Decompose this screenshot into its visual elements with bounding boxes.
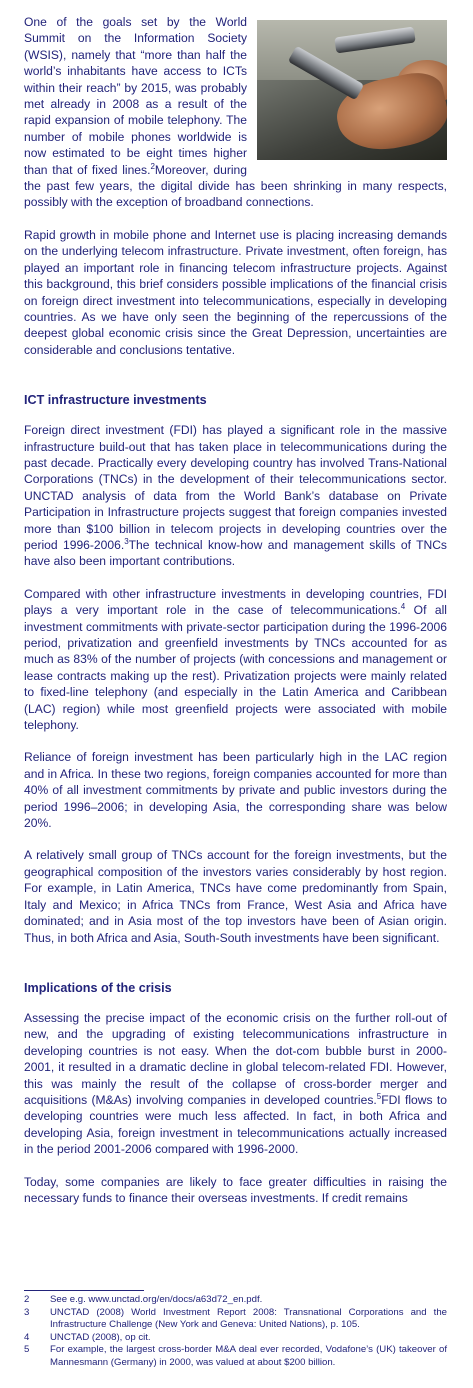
footnote-number: 2 [24, 1294, 30, 1305]
footnote-text: For example, the largest cross-border M&A deal ever recorded, Vodafone’s (UK) takeover of Mannesmann (Germany) in 2000, was valued at about $200 billion. [50, 1344, 447, 1368]
footnote-ref: 2 [150, 161, 155, 171]
footnote-number: 5 [24, 1344, 30, 1356]
section-heading: ICT infrastructure investments [24, 393, 207, 408]
paragraph: Assessing the precise impact of the economic crisis on the further roll-out of new, and the upgrading of existing telecommunications infrastructure in developing countries is not easy. When the dot-com bubble burst in 2000-2001, it resulted in a dramatic decline in global telecom-related FDI. However, this was mainly the result of the collapse of cross-border merger and acquisitions (M&As) involving companies in developed countries.$^5$FDI flows to developing countries were much less affected. In fact, in both Africa and developing Asia, foreign investment in telecommunications actually increased in the period 2001-2006 compared with 1996-2000. [24, 1010, 447, 1157]
photo-hands-with-mobile-phones [257, 20, 447, 160]
footnote [24, 1332, 447, 1345]
footnote [24, 1307, 447, 1332]
paragraph: Foreign direct investment (FDI) has played a significant role in the massive infrastructure build-out that has taken place in telecommunications during the past decade. Practically every developing country has involved Trans-National Corporations (TNCs) in the development of their telecommunications sector. UNCTAD analysis of data from the World Bank’s database on Private Participation in Infrastructure projects suggest that foreign companies invested more than $100 billion in telecom projects in developing countries over the period 1996-2006.$^3$The technical know-how and management skills of TNCs have also been important contributions. [24, 423, 447, 569]
footnote-divider [24, 1290, 144, 1291]
intro-section [24, 14, 447, 211]
paragraph: Rapid growth in mobile phone and Internet use is placing increasing demands on the underlying telecom infrastructure. Private investment, often foreign, has played an important role in financing telecom infrastructure projects. Against this background, this brief considers possible implications of the financial crisis on foreign direct investment into telecommunications, especially in developing countries. As we have only seen the beginning of the repercussions of the deepest global economic crisis since the Great Depression, uncertainties are considerable and conclusions tentative. [24, 227, 447, 357]
intro-paragraph: One of the goals set by the World Summit on the Information Society (WSIS), namely that “more than half the world’s inhabitants have access to ICTs within their reach” by 2015, was probably met already in 2008 as a result of the rapid expansion of mobile telephony. The number of mobile phones worldwide is now estimated to be eight times higher than that of fixed lines.$^2$Moreover, during the past few years, the digital divide has been shrinking in many respects, possibly with the exception of broadband connections. [24, 15, 447, 210]
paragraph: A relatively small group of TNCs account for the foreign investments, but the geographical composition of the investors varies considerably by host region. For example, in Latin America, TNCs have come predominantly from Spain, Italy and Mexico; in Africa TNCs from France, West Asia and Africa have dominated; and in Asia most of the top investors have been of Asian origin. Thus, in both Africa and Asia, South-South investments have been significant. [24, 848, 447, 945]
footnote-text: UNCTAD (2008) World Investment Report 2008: Transnational Corporations and the Infrastructure Challenge (New York and Geneva: United Nations), p. 105. [50, 1306, 447, 1331]
footnote-ref: 5 [376, 1091, 382, 1101]
footnote-text: See e.g. www.unctad.org/en/docs/a63d72_en.pdf. [50, 1294, 263, 1305]
footnotes [24, 1294, 447, 1370]
paragraph: Today, some companies are likely to face greater difficulties in raising the necessary funds to finance their overseas investments. If credit remains [24, 1174, 447, 1205]
footnote-ref: 3 [124, 536, 129, 546]
document-body [24, 14, 447, 1206]
paragraph: Reliance of foreign investment has been particularly high in the LAC region and in Africa. In these two regions, foreign companies accounted for more than 40% of all investment commitments by private and public investors during the period 1996–2006; in developing Asia, the corresponding share was below 20%. [24, 750, 447, 831]
footnote [24, 1344, 447, 1369]
footnote [24, 1294, 447, 1307]
footnote-ref: 4 [400, 602, 406, 612]
footnote-number: 4 [24, 1331, 30, 1343]
footnote-number: 3 [24, 1306, 30, 1318]
paragraph: Compared with other infrastructure investments in developing countries, FDI plays a very important role in the case of telecommunications.$^4$ Of all investment commitments with private-sector participation during the 1996-2006 period, privatization and greenfield investments by TNCs accounted for as much as 83% of the number of projects (with concessions and management or lease contracts making up the rest). Privatization projects were mainly related to fixed-line telephony (and especially in the Latin America and Caribbean (LAC) region) while most greenfield projects were associated with mobile telephony. [24, 586, 447, 733]
footnote-text: UNCTAD (2008), op cit. [50, 1331, 151, 1343]
section-heading: Implications of the crisis [24, 980, 172, 995]
